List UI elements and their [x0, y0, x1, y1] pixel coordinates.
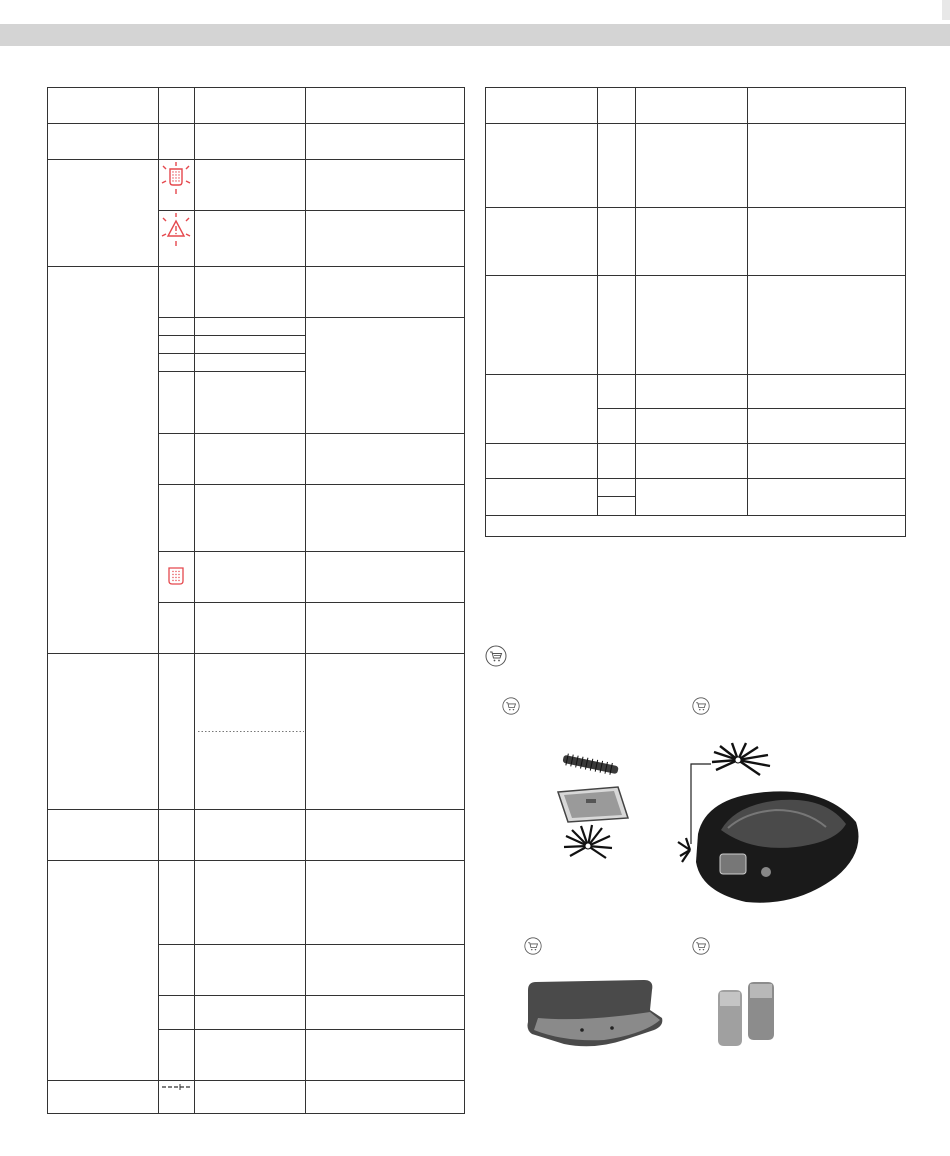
- brush-filter-sidebrush-kit: [548, 752, 638, 860]
- shopping-cart-icon[interactable]: [485, 645, 507, 667]
- charging-dock: [524, 978, 664, 1050]
- shopping-cart-icon[interactable]: [524, 937, 542, 955]
- robot-vacuum: [676, 742, 866, 914]
- dashed-light-icon: [160, 1082, 194, 1092]
- dustbin-icon: [166, 566, 186, 586]
- warning-flashing-icon: [160, 211, 192, 247]
- dustbin-flashing-icon: [160, 161, 192, 195]
- battery-packs: [712, 982, 782, 1048]
- shopping-cart-icon[interactable]: [692, 697, 710, 715]
- shopping-cart-icon[interactable]: [502, 697, 520, 715]
- shopping-cart-icon[interactable]: [692, 937, 710, 955]
